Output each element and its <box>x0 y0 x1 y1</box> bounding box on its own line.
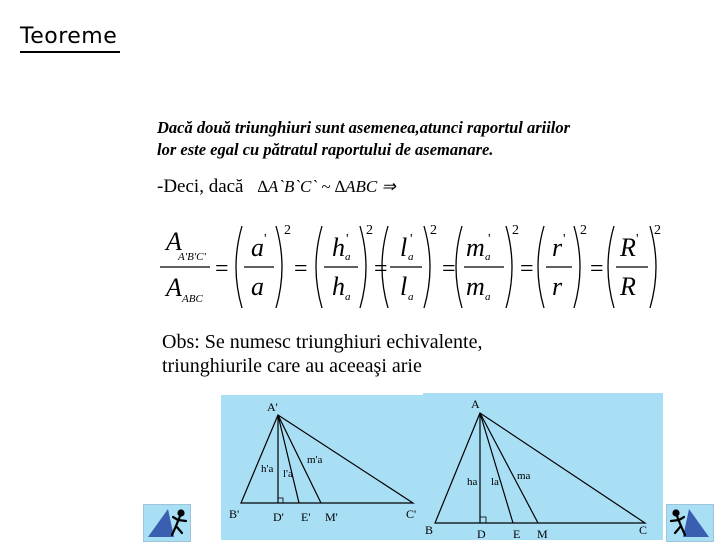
right-bisector-label: la <box>491 476 499 488</box>
ratio-a-prime: ' <box>264 232 267 247</box>
ratio-m-numerator-sub: a <box>485 251 491 263</box>
ratio-l-exponent: 2 <box>430 223 437 238</box>
ratio-a <box>236 223 291 308</box>
left-foot-m-label: M' <box>325 510 338 524</box>
title-underline <box>20 51 120 53</box>
left-height-label: h'a <box>261 463 274 475</box>
ratio-r-numerator: r <box>552 233 563 262</box>
left-base-right-label: C' <box>406 507 417 521</box>
left-triangle-panel <box>221 395 424 540</box>
left-apex-label: A' <box>267 400 278 414</box>
ratio-h-numerator-sub: a <box>345 251 351 263</box>
ratio-a-denominator: a <box>251 272 264 301</box>
ratio-l-denominator-sub: a <box>408 291 414 303</box>
lhs-numerator: A <box>166 227 182 256</box>
ratio-l-denominator: l <box>400 272 408 301</box>
ratio-m-prime: ' <box>488 232 491 247</box>
deci-text: -Deci, dacă <box>157 176 244 197</box>
left-bisector-label: l'a <box>283 468 293 480</box>
right-base-left-label: B <box>425 523 434 537</box>
ratio-a-exponent: 2 <box>284 223 291 238</box>
lhs-denominator-sub: ABC <box>182 293 203 305</box>
ratio-h-numerator: h <box>332 233 345 262</box>
lhs-fraction <box>160 227 210 305</box>
right-height-label: ha <box>467 476 478 488</box>
equals-sign: = <box>520 256 534 282</box>
ratio-a-numerator: a <box>251 233 264 262</box>
lhs-denominator: A <box>166 273 182 302</box>
ratio-r-denominator: r <box>552 272 563 301</box>
right-foot-m-label: M <box>537 527 548 540</box>
equals-sign: = <box>374 256 388 282</box>
left-median-label: m'a <box>307 454 323 466</box>
ratio-big-r-exponent: 2 <box>654 223 661 238</box>
right-apex-label: A <box>471 397 480 411</box>
lhs-numerator-sub: A'B'C' <box>178 251 206 263</box>
observation-line-1: Obs: Se numesc triunghiuri echivalente, <box>162 331 483 353</box>
deci-line <box>157 176 396 198</box>
prev-slide-button[interactable] <box>143 504 191 542</box>
prev-slide-icon <box>144 505 190 541</box>
ratio-big-r <box>608 223 661 308</box>
ratio-big-r-prime: ' <box>636 232 639 247</box>
next-slide-button[interactable] <box>666 504 714 542</box>
equals-sign: = <box>215 256 229 282</box>
ratio-m-denominator: m <box>466 272 485 301</box>
left-foot-d-label: D' <box>273 510 284 524</box>
ratio-big-r-numerator: R <box>620 233 636 262</box>
ratio-h-denominator: h <box>332 272 345 301</box>
equals-sign: = <box>590 256 604 282</box>
ratio-m-denominator-sub: a <box>485 291 491 303</box>
left-base-left-label: B' <box>229 507 240 521</box>
similarity-relation: ∆A`B`C` ~ ∆ABC ⇒ <box>257 177 396 196</box>
equals-sign: = <box>442 256 456 282</box>
theorem-line-2: lor este egal cu pătratul raportului de asemanare. <box>157 140 494 159</box>
right-median-label: ma <box>517 470 531 482</box>
theorem-line-1: Dacă două triunghiuri sunt asemenea,atunci raportul ariilor <box>157 118 571 137</box>
right-base-right-label: C <box>639 523 648 537</box>
ratio-r-exponent: 2 <box>580 223 587 238</box>
ratio-r-prime: ' <box>563 232 566 247</box>
page-title: Teoreme <box>20 24 118 49</box>
right-foot-d-label: D <box>477 527 486 540</box>
ratio-l-numerator: l <box>400 233 408 262</box>
ratio-l <box>382 223 437 308</box>
observation-line-2: triunghiurile care au aceeaşi arie <box>162 355 422 377</box>
theorem-text <box>157 117 677 161</box>
ratio-h-denominator-sub: a <box>345 291 351 303</box>
right-foot-e-label: E <box>513 527 521 540</box>
ratio-l-prime: ' <box>410 232 413 247</box>
right-triangle-figure <box>423 393 663 540</box>
ratio-big-r-denominator: R <box>620 272 636 301</box>
ratio-m <box>456 223 519 308</box>
ratio-h-exponent: 2 <box>366 223 373 238</box>
left-triangle-figure <box>221 395 424 540</box>
ratio-h <box>316 223 373 308</box>
area-ratio-formula <box>152 218 664 308</box>
next-slide-icon <box>667 505 713 541</box>
observation-text <box>162 330 582 378</box>
left-foot-e-label: E' <box>301 510 311 524</box>
ratio-m-numerator: m <box>466 233 485 262</box>
ratio-r <box>538 223 587 308</box>
ratio-h-prime: ' <box>346 232 349 247</box>
ratio-l-numerator-sub: a <box>408 251 414 263</box>
ratio-m-exponent: 2 <box>512 223 519 238</box>
equals-sign: = <box>294 256 308 282</box>
right-triangle-panel <box>423 393 663 540</box>
